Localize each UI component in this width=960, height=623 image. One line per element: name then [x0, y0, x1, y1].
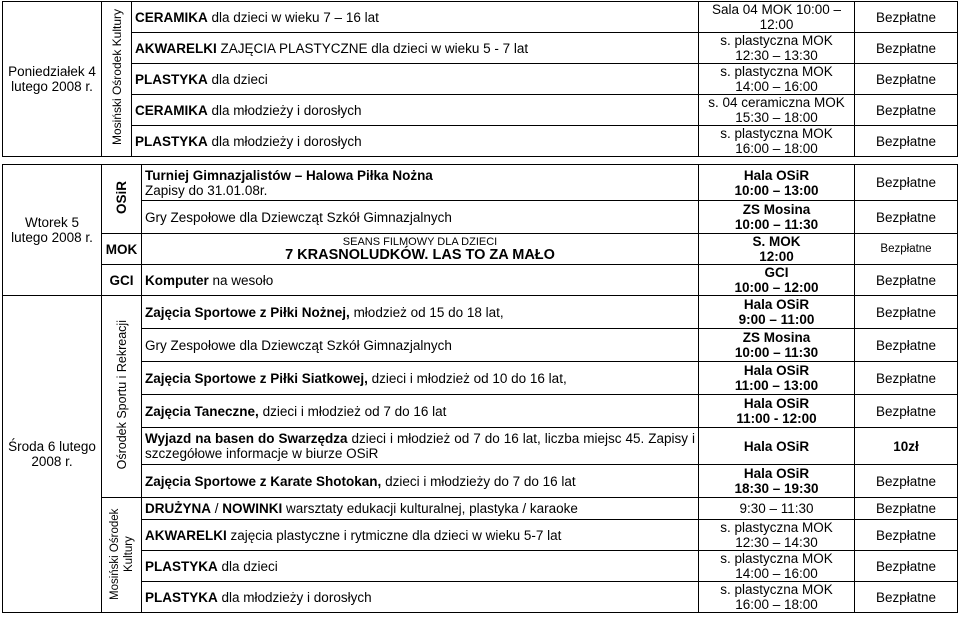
- event-title: SEANS FILMOWY DLA DZIECI 7 KRASNOLUDKÓW. LAS TO ZA MAŁO: [142, 234, 699, 265]
- event-location: 9:30 – 11:30: [699, 498, 855, 520]
- event-location: s. 04 ceramiczna MOK 15:30 – 18:00: [699, 95, 855, 126]
- event-fee: Bezpłatne: [855, 296, 958, 329]
- event-fee: Bezpłatne: [855, 265, 958, 296]
- organizer-label: GCI: [102, 265, 142, 296]
- event-title: Komputer na wesoło: [142, 265, 699, 296]
- day-label: Wtorek 5 lutego 2008 r.: [3, 165, 102, 296]
- tuesday-wednesday-table: [2, 164, 958, 613]
- event-location: ZS Mosina 10:00 – 11:30: [699, 201, 855, 234]
- event-title: Zajęcia Taneczne, dzieci i młodzież od 7 do 16 lat: [142, 395, 699, 428]
- event-title: CERAMIKA dla młodzieży i dorosłych: [132, 95, 699, 126]
- event-fee: Bezpłatne: [855, 64, 958, 95]
- event-fee: Bezpłatne: [855, 498, 958, 520]
- event-title: Zajęcia Sportowe z Piłki Siatkowej, dzieci i młodzież od 10 do 16 lat,: [142, 362, 699, 395]
- event-location: s. plastyczna MOK 14:00 – 16:00: [699, 64, 855, 95]
- event-title: PLASTYKA dla młodzieży i dorosłych: [142, 582, 699, 613]
- event-title: Gry Zespołowe dla Dziewcząt Szkół Gimnazjalnych: [142, 201, 699, 234]
- event-location: s. plastyczna MOK 16:00 – 18:00: [699, 126, 855, 157]
- event-fee: 10zł: [855, 428, 958, 465]
- organizer-label: Mosiński Ośrodek Kultury: [102, 498, 142, 613]
- event-location: s. plastyczna MOK 12:30 – 14:30: [699, 520, 855, 551]
- event-fee: Bezpłatne: [855, 165, 958, 201]
- organizer-label: Ośrodek Sportu i Rekreacji: [102, 296, 142, 498]
- event-location: GCI 10:00 – 12:00: [699, 265, 855, 296]
- event-location: Hala OSiR: [699, 428, 855, 465]
- event-location: Hala OSiR 18:30 – 19:30: [699, 465, 855, 498]
- organizer-label: Mosiński Ośrodek Kultury: [102, 2, 132, 157]
- event-fee: Bezpłatne: [855, 395, 958, 428]
- event-title: AKWARELKI zajęcia plastyczne i rytmiczne dla dzieci w wieku 5-7 lat: [142, 520, 699, 551]
- day-label: Środa 6 lutego 2008 r.: [3, 296, 102, 613]
- event-fee: Bezpłatne: [855, 2, 958, 33]
- event-location: Hala OSiR 11:00 – 13:00: [699, 362, 855, 395]
- event-location: Hala OSiR 9:00 – 11:00: [699, 296, 855, 329]
- organizer-label: MOK: [102, 234, 142, 265]
- day-label: Poniedziałek 4 lutego 2008 r.: [3, 2, 102, 157]
- event-title: CERAMIKA dla dzieci w wieku 7 – 16 lat: [132, 2, 699, 33]
- event-title: PLASTYKA dla dzieci: [142, 551, 699, 582]
- event-title: AKWARELKI ZAJĘCIA PLASTYCZNE dla dzieci w wieku 5 - 7 lat: [132, 33, 699, 64]
- event-title: PLASTYKA dla dzieci: [132, 64, 699, 95]
- event-fee: Bezpłatne: [855, 126, 958, 157]
- event-location: ZS Mosina 10:00 – 11:30: [699, 329, 855, 362]
- event-location: Sala 04 MOK 10:00 – 12:00: [699, 2, 855, 33]
- event-fee: Bezpłatne: [855, 520, 958, 551]
- event-fee: Bezpłatne: [855, 95, 958, 126]
- event-title: Zajęcia Sportowe z Piłki Nożnej, młodzież od 15 do 18 lat,: [142, 296, 699, 329]
- event-fee: Bezpłatne: [855, 362, 958, 395]
- event-fee: Bezpłatne: [855, 329, 958, 362]
- event-fee: Bezpłatne: [855, 201, 958, 234]
- event-location: S. MOK 12:00: [699, 234, 855, 265]
- event-location: Hala OSiR 10:00 – 13:00: [699, 165, 855, 201]
- event-fee: Bezpłatne: [855, 465, 958, 498]
- event-title: Gry Zespołowe dla Dziewcząt Szkół Gimnazjalnych: [142, 329, 699, 362]
- event-title: PLASTYKA dla młodzieży i dorosłych: [132, 126, 699, 157]
- organizer-label: OSiR: [102, 165, 142, 234]
- event-fee: Bezpłatne: [855, 33, 958, 64]
- event-fee: Bezpłatne: [855, 551, 958, 582]
- event-title: DRUŻYNA / NOWINKI warsztaty edukacji kulturalnej, plastyka / karaoke: [142, 498, 699, 520]
- event-fee: Bezpłatne: [855, 234, 958, 265]
- event-title: Zajęcia Sportowe z Karate Shotokan, dzieci i młodzieży do 7 do 16 lat: [142, 465, 699, 498]
- event-fee: Bezpłatne: [855, 582, 958, 613]
- event-location: s. plastyczna MOK 16:00 – 18:00: [699, 582, 855, 613]
- event-title: Turniej Gimnazjalistów – Halowa Piłka Nożna Zapisy do 31.01.08r.: [142, 165, 699, 201]
- event-location: Hala OSiR 11:00 - 12:00: [699, 395, 855, 428]
- event-title: Wyjazd na basen do Swarzędza dzieci i młodzież od 7 do 16 lat, liczba miejsc 45. Zapisy i szczegółowe informacje w biurze OSiR: [142, 428, 699, 465]
- event-location: s. plastyczna MOK 12:30 – 13:30: [699, 33, 855, 64]
- monday-table: [2, 1, 958, 157]
- event-location: s. plastyczna MOK 14:00 – 16:00: [699, 551, 855, 582]
